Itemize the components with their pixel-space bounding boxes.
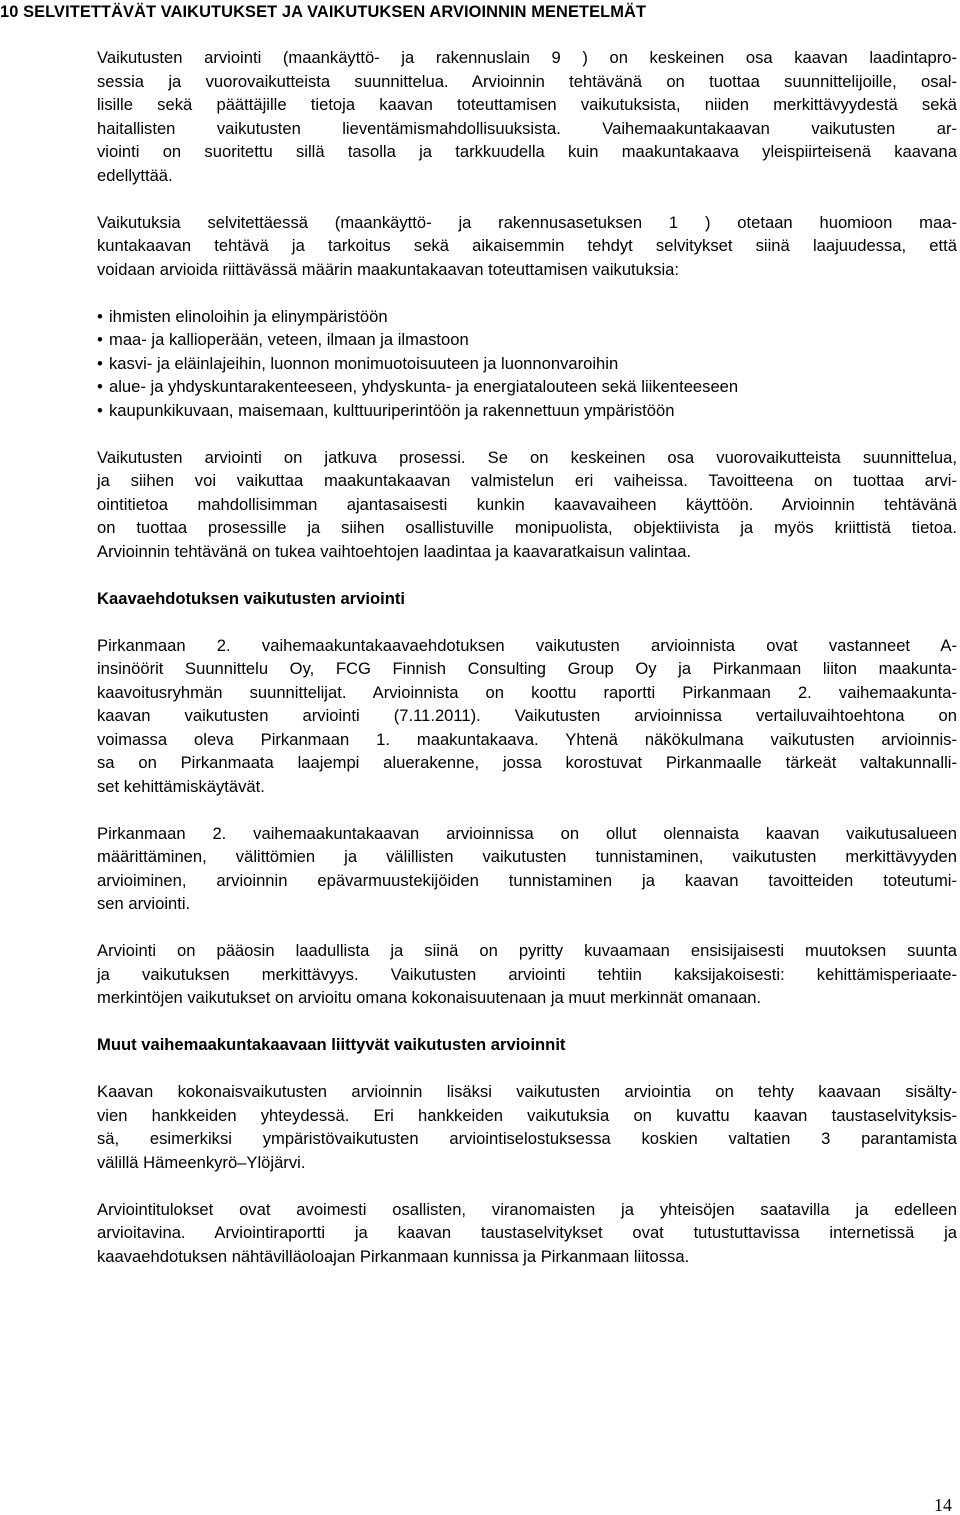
paragraph-results-availability [97,1198,957,1269]
text-line: sa on Pirkanmaata laajempi aluerakenne, jossa korostuvat Pirkanmaalle tärkeät valtakunnalli- [97,753,957,772]
paragraph-qualitative-assessment [97,939,957,1010]
list-item: • kaupunkikuvaan, maisemaan, kulttuuriperintöön ja rakennettuun ympäristöön [97,399,957,423]
text-line: kaavoitusryhmän suunnittelijat. Arvioinnista on koottu raportti Pirkanmaan 2. vaihemaakunta- [97,682,957,702]
text-line: Pirkanmaan 2. vaihemaakuntakaavaehdotuksen vaikutusten arvioinnista ovat vastanneet A- [97,635,957,655]
text-line: kaavan vaikutusten arviointi (7.11.2011). Vaikutusten arvioinnissa vertailuvaihtoehtona on [97,706,957,725]
list-item: • kasvi- ja eläinlajeihin, luonnon monimuotoisuuteen ja luonnonvaroihin [97,352,957,376]
text-line: edellyttää. [97,165,173,185]
text-line: kuntakaavan tehtävä ja tarkoitus sekä aikaisemmin tehdyt selvitykset siinä laajuudessa, että [97,236,957,255]
text-line: voidaan arvioida riittävässä määrin maakuntakaavan toteuttamisen vaikutuksia: [97,259,680,279]
subheading-other-assessments: Muut vaihemaakuntakaavaan liittyvät vaikutusten arvioinnit [97,1035,566,1054]
text-line: arvioitavina. Arviointiraportti ja kaavan taustaselvitykset ovat tutustuttavissa internetissä ja [97,1223,957,1242]
text-line: välillä Hämeenkyrö–Ylöjärvi. [97,1152,306,1172]
text-line: ja vaikutuksen merkittävyys. Vaikutusten arviointi tehtiin kaksijakoisesti: kehittämisperiaate- [97,964,957,984]
text-line: Arviointi on pääosin laadullista ja siinä on pyritty kuvaamaan ensisijaisesti muutoksen suunta [97,941,957,960]
text-line: merkintöjen vaikutukset on arvioitu omana kokonaisuutenaan ja muut merkinnät omanaan. [97,988,762,1007]
text-line: ointitietoa mahdollisimman ajantasaisesti kunkin kaavavaiheen käyttöön. Arvioinnin tehtävänä [97,494,957,514]
text-line: Vaikutuksia selvitettäessä (maankäyttö- ja rakennusasetuksen 1 ) otetaan huomioon maa- [97,212,957,232]
impact-bullet-list [97,305,957,423]
bullet-icon: • [97,353,103,373]
text-line: Kaavan kokonaisvaikutusten arvioinnin lisäksi vaikutusten arviointia on tehty kaavaan sisälty- [97,1082,957,1101]
bullet-icon: • [97,377,103,396]
paragraph-impact-assessment-intro [97,46,957,187]
paragraph-assessment-essentials [97,822,957,916]
bullet-icon: • [97,306,103,326]
page-number: 14 [934,1495,952,1515]
text-line: voimassa oleva Pirkanmaan 1. maakuntakaava. Yhtenä näkökulmana vaikutusten arvioinnis- [97,729,957,749]
text-line: kaavaehdotuksen nähtävilläoloajan Pirkanmaan kunnissa ja Pirkanmaan liitossa. [97,1246,690,1266]
list-item: • ihmisten elinoloihin ja elinympäristöön [97,305,957,329]
bullet-icon: • [97,330,103,349]
paragraph-continuous-process [97,446,957,564]
text-line: Arvioinnin tehtävänä on tukea vaihtoehtojen laadintaa ja kaavaratkaisun valintaa. [97,541,692,561]
document-body [97,46,957,1268]
text-line: arvioiminen, arvioinnin epävarmuustekijöiden tunnistaminen ja kaavan tavoitteiden toteutumi- [97,870,957,890]
text-line: lisille sekä päättäjille tietoja kaavan toteuttamisen vaikutuksista, niiden merkittävyydestä sekä [97,95,957,114]
text-line: on tuottaa prosessille ja siihen osallistuville monipuolista, objektiivista ja myös kriittistä tietoa. [97,518,957,537]
text-line: insinöörit Suunnittelu Oy, FCG Finnish Consulting Group Oy ja Pirkanmaan liiton maakunta- [97,659,957,678]
bullet-icon: • [97,400,103,420]
section-heading: 10 SELVITETTÄVÄT VAIKUTUKSET JA VAIKUTUKSEN ARVIOINNIN MENETELMÄT [0,3,647,21]
text-line: sä, esimerkiksi ympäristövaikutusten arviointiselostuksessa koskien valtatien 3 parantamista [97,1129,957,1148]
text-line: vien hankkeiden yhteydessä. Eri hankkeiden vaikutuksia on kuvattu kaavan taustaselvityksis- [97,1105,957,1125]
paragraph-assessment-responsibility [97,634,957,799]
text-line: viointi on suoritettu sillä tasolla ja tarkkuudella kuin maakuntakaava yleispiirteisenä kaavana [97,142,957,161]
paragraph-impact-scope [97,211,957,282]
list-item: • maa- ja kallioperään, veteen, ilmaan ja ilmastoon [97,328,957,352]
text-line: sessia ja vuorovaikutteista suunnittelua. Arvioinnin tehtävänä on tuottaa suunnittelijoille, osal- [97,71,957,91]
text-line: ja siihen voi vaikuttaa maakuntakaavan valmistelun eri vaiheissa. Tavoitteena on tuottaa arvi- [97,471,957,490]
text-line: Vaikutusten arviointi (maankäyttö- ja rakennuslain 9 ) on keskeinen osa kaavan laadintapro- [97,48,957,67]
text-line: Vaikutusten arviointi on jatkuva prosessi. Se on keskeinen osa vuorovaikutteista suunnittelua, [97,447,957,467]
text-line: Arviointitulokset ovat avoimesti osallisten, viranomaisten ja yhteisöjen saatavilla ja edelleen [97,1199,957,1219]
text-line: set kehittämiskäytävät. [97,776,265,796]
text-line: sen arviointi. [97,894,191,913]
subheading-proposal-assessment: Kaavaehdotuksen vaikutusten arviointi [97,588,405,608]
text-line: Pirkanmaan 2. vaihemaakuntakaavan arvioinnissa on ollut olennaista kaavan vaikutusalueen [97,823,957,843]
paragraph-project-assessments [97,1080,957,1174]
list-item: • alue- ja yhdyskuntarakenteeseen, yhdyskunta- ja energiatalouteen sekä liikenteeseen [97,375,957,399]
text-line: määrittäminen, välittömien ja välillisten vaikutusten tunnistaminen, vaikutusten merkittävyyden [97,847,957,866]
text-line: haitallisten vaikutusten lieventämismahdollisuuksista. Vaihemaakuntakaavan vaikutusten ar- [97,118,957,138]
